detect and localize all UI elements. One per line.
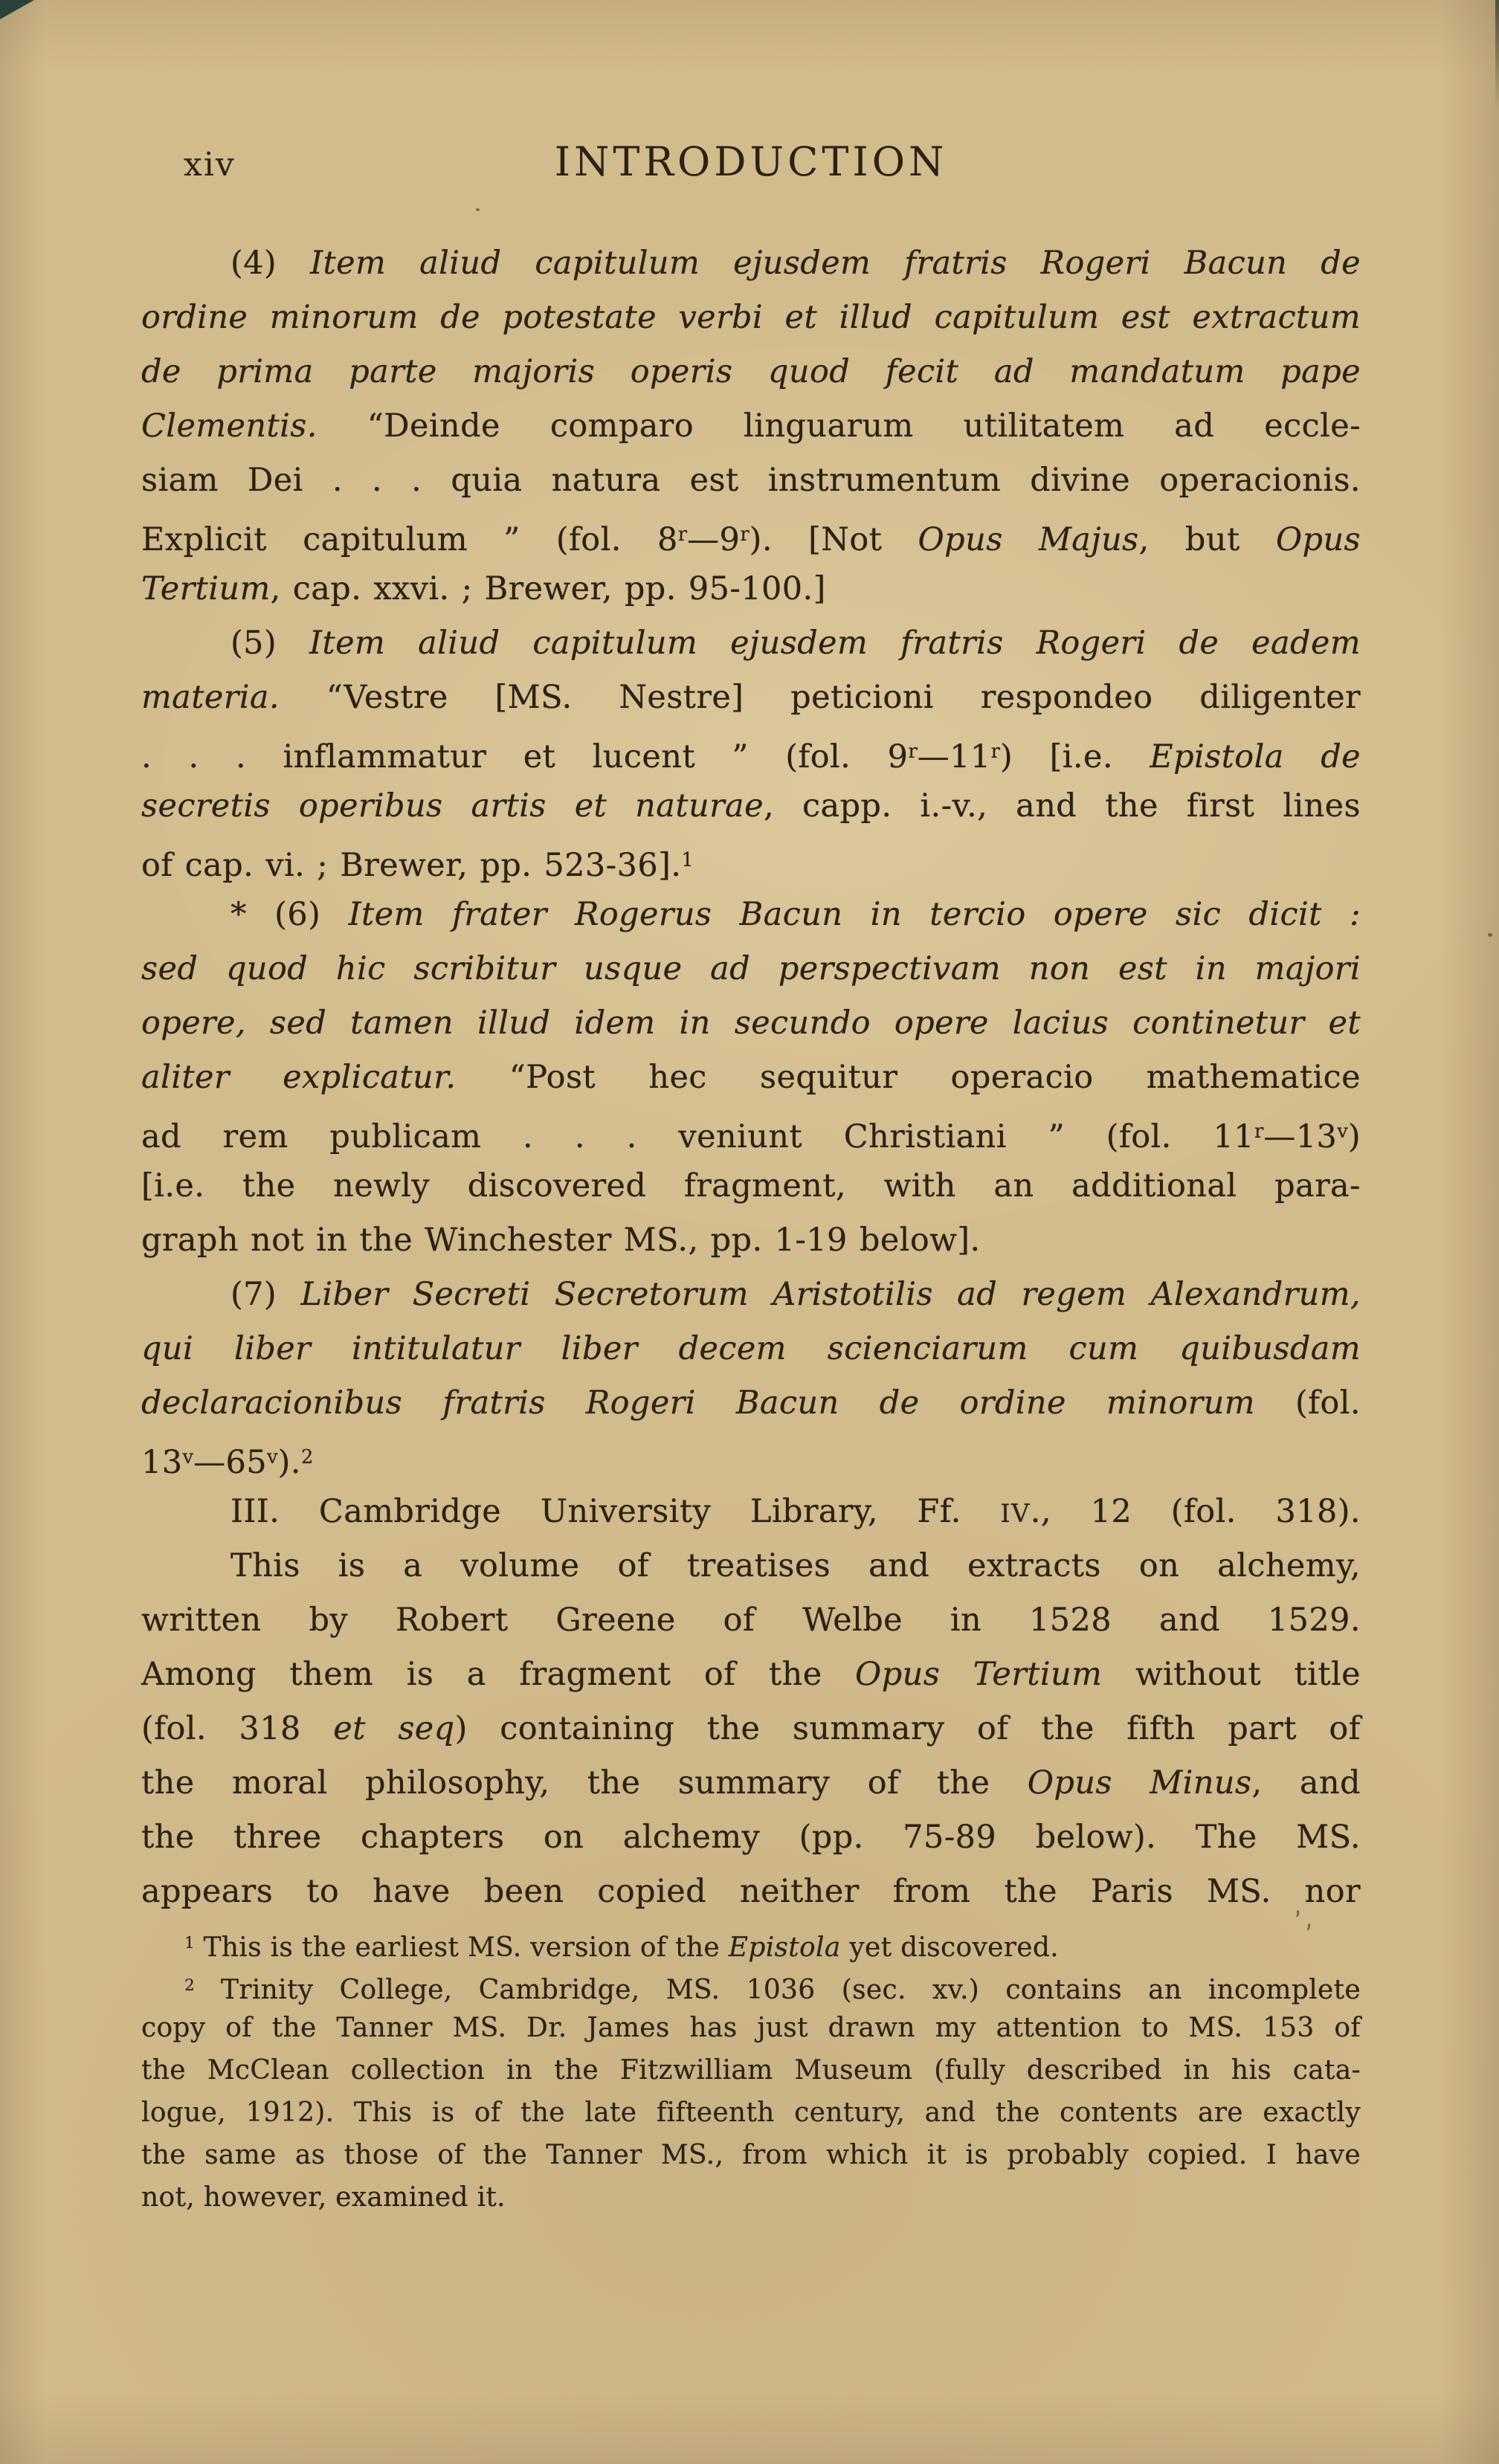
footnotes (141, 1922, 1361, 2219)
text-segment: Epistola (728, 1932, 841, 1963)
text-line (141, 236, 1361, 291)
text-line (141, 2092, 1361, 2134)
text-line (141, 1213, 1361, 1268)
text-segment: copy of the Tanner MS. Dr. James has just drawn my attention to MS. 153 of (141, 2013, 1361, 2043)
text-segment: ) (1347, 1117, 1361, 1155)
text-line (141, 1431, 1361, 1485)
text-segment: —9 (687, 520, 741, 558)
text-segment: “Deinde comparo linguarum utilitatem ad eccle- (317, 407, 1361, 445)
text-segment: 13 (141, 1443, 183, 1481)
text-line (141, 1964, 1361, 2007)
text-segment: appears to have been copied neither from the Paris MS. nor (141, 1873, 1361, 1910)
text-line (141, 291, 1361, 345)
page-number: xiv (184, 146, 236, 184)
text-line (141, 779, 1361, 833)
text-line (141, 1702, 1361, 1756)
text-segment: 1 (184, 1934, 195, 1952)
text-line (141, 671, 1361, 725)
text-line (141, 616, 1361, 671)
text-segment: ad rem publicam . . . veniunt Christiani ” (fol. 11 (141, 1117, 1254, 1155)
text-segment: sed quod hic scribitur usque ad perspectivam non est in majori (141, 950, 1361, 987)
text-line (141, 1593, 1361, 1648)
text-segment: “Post hec sequitur operacio mathematice (456, 1059, 1361, 1096)
text-segment: yet discovered. (840, 1932, 1059, 1963)
text-segment: “Vestre [MS. Nestre] peticioni respondeo diligenter (279, 679, 1361, 716)
text-segment: Opus Tertium (855, 1656, 1103, 1693)
text-line (141, 1865, 1361, 1919)
text-segment: et seq (333, 1710, 455, 1747)
text-line (141, 508, 1361, 562)
text-segment: ). (277, 1443, 301, 1481)
text-segment: Tertium (141, 570, 271, 607)
text-segment: r (990, 741, 1000, 763)
text-segment: (5) (231, 625, 310, 662)
text-segment: materia. (141, 679, 280, 716)
text-segment: Among them is a fragment of the (141, 1656, 856, 1693)
text-segment: Clementis. (141, 407, 317, 445)
running-title: INTRODUCTION (554, 138, 948, 185)
text-segment: —11 (917, 738, 991, 775)
text-line (141, 942, 1361, 996)
text-segment: the three chapters on alchemy (pp. 75-89 below). The MS. (141, 1819, 1361, 1856)
text-line (141, 725, 1361, 779)
text-segment: siam Dei . . . quia natura est instrumentum divine operacionis. (141, 462, 1361, 499)
text-segment: ) containing the summary of the fifth part of (454, 1710, 1361, 1747)
text-segment: [i.e. the newly discovered fragment, with an additional para- (141, 1167, 1361, 1204)
text-segment: not, however, examined it. (141, 2182, 506, 2213)
text-segment: r (677, 523, 688, 546)
text-segment: , but (1138, 520, 1276, 558)
text-segment: 2 (300, 1446, 314, 1468)
text-line (141, 1922, 1361, 1964)
text-segment: r (908, 741, 918, 763)
text-segment: Item aliud capitulum ejusdem fratris Rogeri Bacun de (310, 245, 1361, 282)
text-segment: of cap. vi. ; Brewer, pp. 523-36]. (141, 846, 682, 884)
text-line (141, 1105, 1361, 1159)
text-segment: Opus (1275, 520, 1361, 558)
text-line (141, 1159, 1361, 1213)
text-segment: IV (1000, 1499, 1031, 1528)
text-segment: declaracionibus fratris Rogeri Bacun de ordine minorum (141, 1384, 1255, 1422)
text-segment: opere, sed tamen illud idem in secundo opere lacius continetur et (141, 1004, 1361, 1042)
text-line (141, 399, 1361, 454)
text-line (141, 2176, 1361, 2219)
text-line (141, 1810, 1361, 1865)
paper-speck (1488, 933, 1492, 937)
text-segment: secretis operibus artis et naturae (141, 787, 764, 825)
text-segment: Explicit capitulum ” (fol. 8 (141, 520, 678, 558)
text-segment: This is the earliest MS. version of the (194, 1932, 729, 1963)
text-segment: Opus Majus (918, 520, 1139, 558)
text-line (141, 1648, 1361, 1702)
text-line (141, 1756, 1361, 1810)
text-segment: the same as those of the Tanner MS., from which it is probably copied. I have (141, 2140, 1361, 2170)
text-segment: * (6) (231, 896, 349, 933)
text-line (141, 1051, 1361, 1105)
text-line (141, 1539, 1361, 1593)
scan-corner-shadow (0, 0, 34, 19)
text-line (141, 888, 1361, 942)
text-segment: ) [i.e. (999, 738, 1150, 775)
text-segment: the moral philosophy, the summary of the (141, 1764, 1028, 1802)
text-segment: aliter explicatur. (141, 1059, 457, 1096)
text-segment: Trinity College, Cambridge, MS. 1036 (sec. xv.) contains an incomplete (194, 1974, 1361, 2005)
text-segment: (4) (231, 245, 311, 282)
text-segment: ., 12 (fol. 318). (1030, 1493, 1361, 1530)
text-line (141, 1485, 1361, 1539)
text-segment: v (267, 1446, 278, 1468)
text-line (141, 1322, 1361, 1376)
text-segment: ordine minorum de potestate verbi et illud capitulum est extractum (141, 299, 1361, 336)
text-segment: , cap. xxvi. ; Brewer, pp. 95-100.] (270, 570, 826, 607)
text-segment: Epistola de (1150, 738, 1361, 775)
text-segment: This is a volume of treatises and extracts on alchemy, (231, 1547, 1361, 1584)
text-segment: r (1254, 1120, 1264, 1143)
text-line (141, 2134, 1361, 2176)
body-text (141, 236, 1361, 1919)
text-segment: III. Cambridge University Library, Ff. (231, 1493, 1001, 1530)
text-segment: graph not in the Winchester MS., pp. 1-19 below]. (141, 1222, 981, 1259)
paper-speck (476, 208, 480, 211)
text-segment: . . . inflammatur et lucent ” (fol. 9 (141, 738, 909, 775)
text-segment: qui liber intitulatur liber decem scienciarum cum quibusdam (141, 1330, 1361, 1367)
text-segment: written by Robert Greene of Welbe in 1528 and 1529. (141, 1602, 1361, 1639)
text-segment: (fol. (1254, 1384, 1361, 1422)
text-segment: , and (1251, 1764, 1361, 1802)
text-segment: 2 (184, 1976, 195, 1995)
text-line (141, 2049, 1361, 2092)
ink-smudge: ’, (1292, 1903, 1315, 1937)
text-segment: without title (1102, 1656, 1361, 1693)
text-segment: the McClean collection in the Fitzwilliam Museum (fully described in his cata- (141, 2055, 1361, 2086)
text-segment: v (1337, 1120, 1348, 1143)
text-segment: Liber Secreti Secretorum Aristotilis ad regem Alexandrum, (300, 1276, 1361, 1313)
text-segment: logue, 1912). This is of the late fifteenth century, and the contents are exactly (141, 2097, 1361, 2128)
text-segment: Opus Minus (1027, 1764, 1252, 1802)
text-segment: ). [Not (749, 520, 918, 558)
text-segment: v (182, 1446, 194, 1468)
text-line (141, 345, 1361, 399)
text-line (141, 1376, 1361, 1431)
text-line (141, 996, 1361, 1051)
text-line (141, 562, 1361, 616)
text-segment: (fol. 318 (141, 1710, 334, 1747)
text-segment: (7) (231, 1276, 301, 1313)
text-segment: de prima parte majoris operis quod fecit ad mandatum pape (141, 353, 1361, 390)
text-segment: Item aliud capitulum ejusdem fratris Rogeri de eadem (309, 625, 1361, 662)
text-segment: —65 (193, 1443, 268, 1481)
text-segment: Item frater Rogerus Bacun in tercio opere sic dicit : (348, 896, 1361, 933)
scan-edge-shadow (1495, 0, 1499, 112)
text-line (141, 833, 1361, 888)
text-segment: 1 (681, 849, 694, 871)
text-line (141, 454, 1361, 508)
text-segment: —13 (1263, 1117, 1338, 1155)
text-segment: r (740, 523, 750, 546)
text-segment: , capp. i.-v., and the first lines (763, 787, 1361, 825)
text-line (141, 2007, 1361, 2049)
text-line (141, 1268, 1361, 1322)
